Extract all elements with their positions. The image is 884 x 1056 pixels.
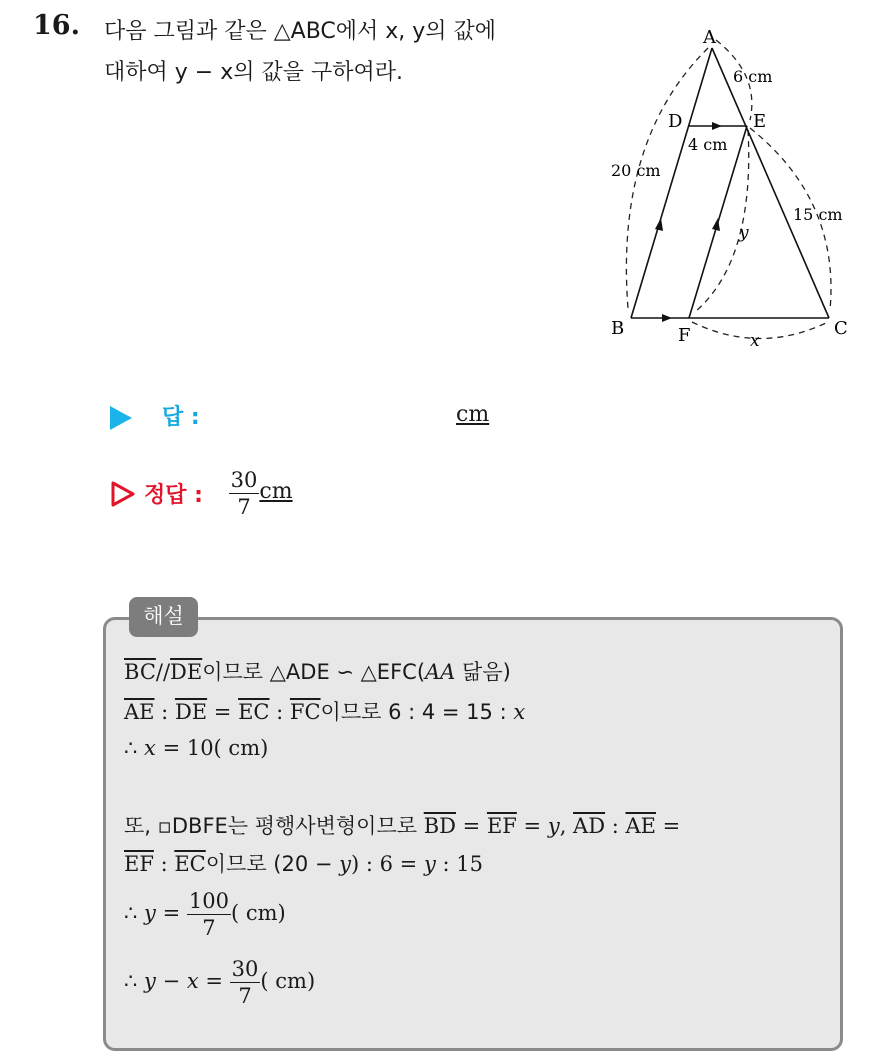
side-ab [631,48,712,318]
correct-answer-unit: cm [259,479,293,504]
arc-fc [692,322,828,339]
triangle-figure [600,15,860,360]
label-d: D [668,111,683,132]
label-ec-length: 15 cm [793,205,843,224]
correct-answer-label: 정답 : [144,483,203,508]
label-e: E [753,111,767,132]
label-y: y [739,223,749,243]
question-number: 16. [33,10,80,41]
solution-line-2: $\overline{AE}$ : $\overline{DE} = \overline{EC}$ : $\overline{FC}$이므로 6 : 4 = 15 : x [124,700,526,724]
correct-answer-numerator: 30 [230,468,258,492]
arrow-bf [662,314,672,322]
solution-line-6: ∴ y = $\frac{100}{7}$ ( cm) [124,889,286,940]
correct-answer-fraction [229,467,260,520]
correct-answer-denominator: 7 [229,493,260,520]
arc-ef [695,130,749,312]
solution-line-7: ∴ y − x = $\frac{30}{7}$ ( cm) [124,957,316,1008]
answer-row [110,400,490,431]
answer-label: 답 : [162,405,200,430]
solution-line-4: 또, ▫DBFE는 평행사변형이므로 $\overline{BD} = \overline{EF} = y$, $\overline{AD}$ : $\overline{AE}$ = [124,814,681,838]
arrow-ab [655,218,663,231]
label-c: C [834,318,848,339]
label-ae-length: 6 cm [733,67,773,86]
question-text-line1: 다음 그림과 같은 △ABC에서 x, y의 값에 [104,19,497,44]
label-b: B [611,318,625,339]
solution-line-1: $\overline{BC}//\overline{DE}$이므로 △ADE ∽ △EFC(AA 닮음) [124,660,511,684]
solution-tag: 해설 [129,597,198,637]
play-solid-icon [110,406,132,430]
solution-line-3: ∴ x = 10( cm) [124,736,269,760]
label-f: F [678,325,691,346]
question-text-line2: 대하여 y − x의 값을 구하여라. [104,60,403,85]
arrow-de [712,122,722,130]
label-a: A [703,27,716,48]
label-de-length: 4 cm [688,135,728,154]
label-ab-length: 20 cm [611,161,661,180]
solution-line-5: $\overline{EF}$ : $\overline{EC}$이므로 (20 − y) : 6 = y : 15 [124,852,483,876]
answer-unit: cm [456,402,490,427]
correct-answer-row [110,467,293,520]
label-x: x [750,331,760,351]
play-outline-icon [110,480,136,508]
